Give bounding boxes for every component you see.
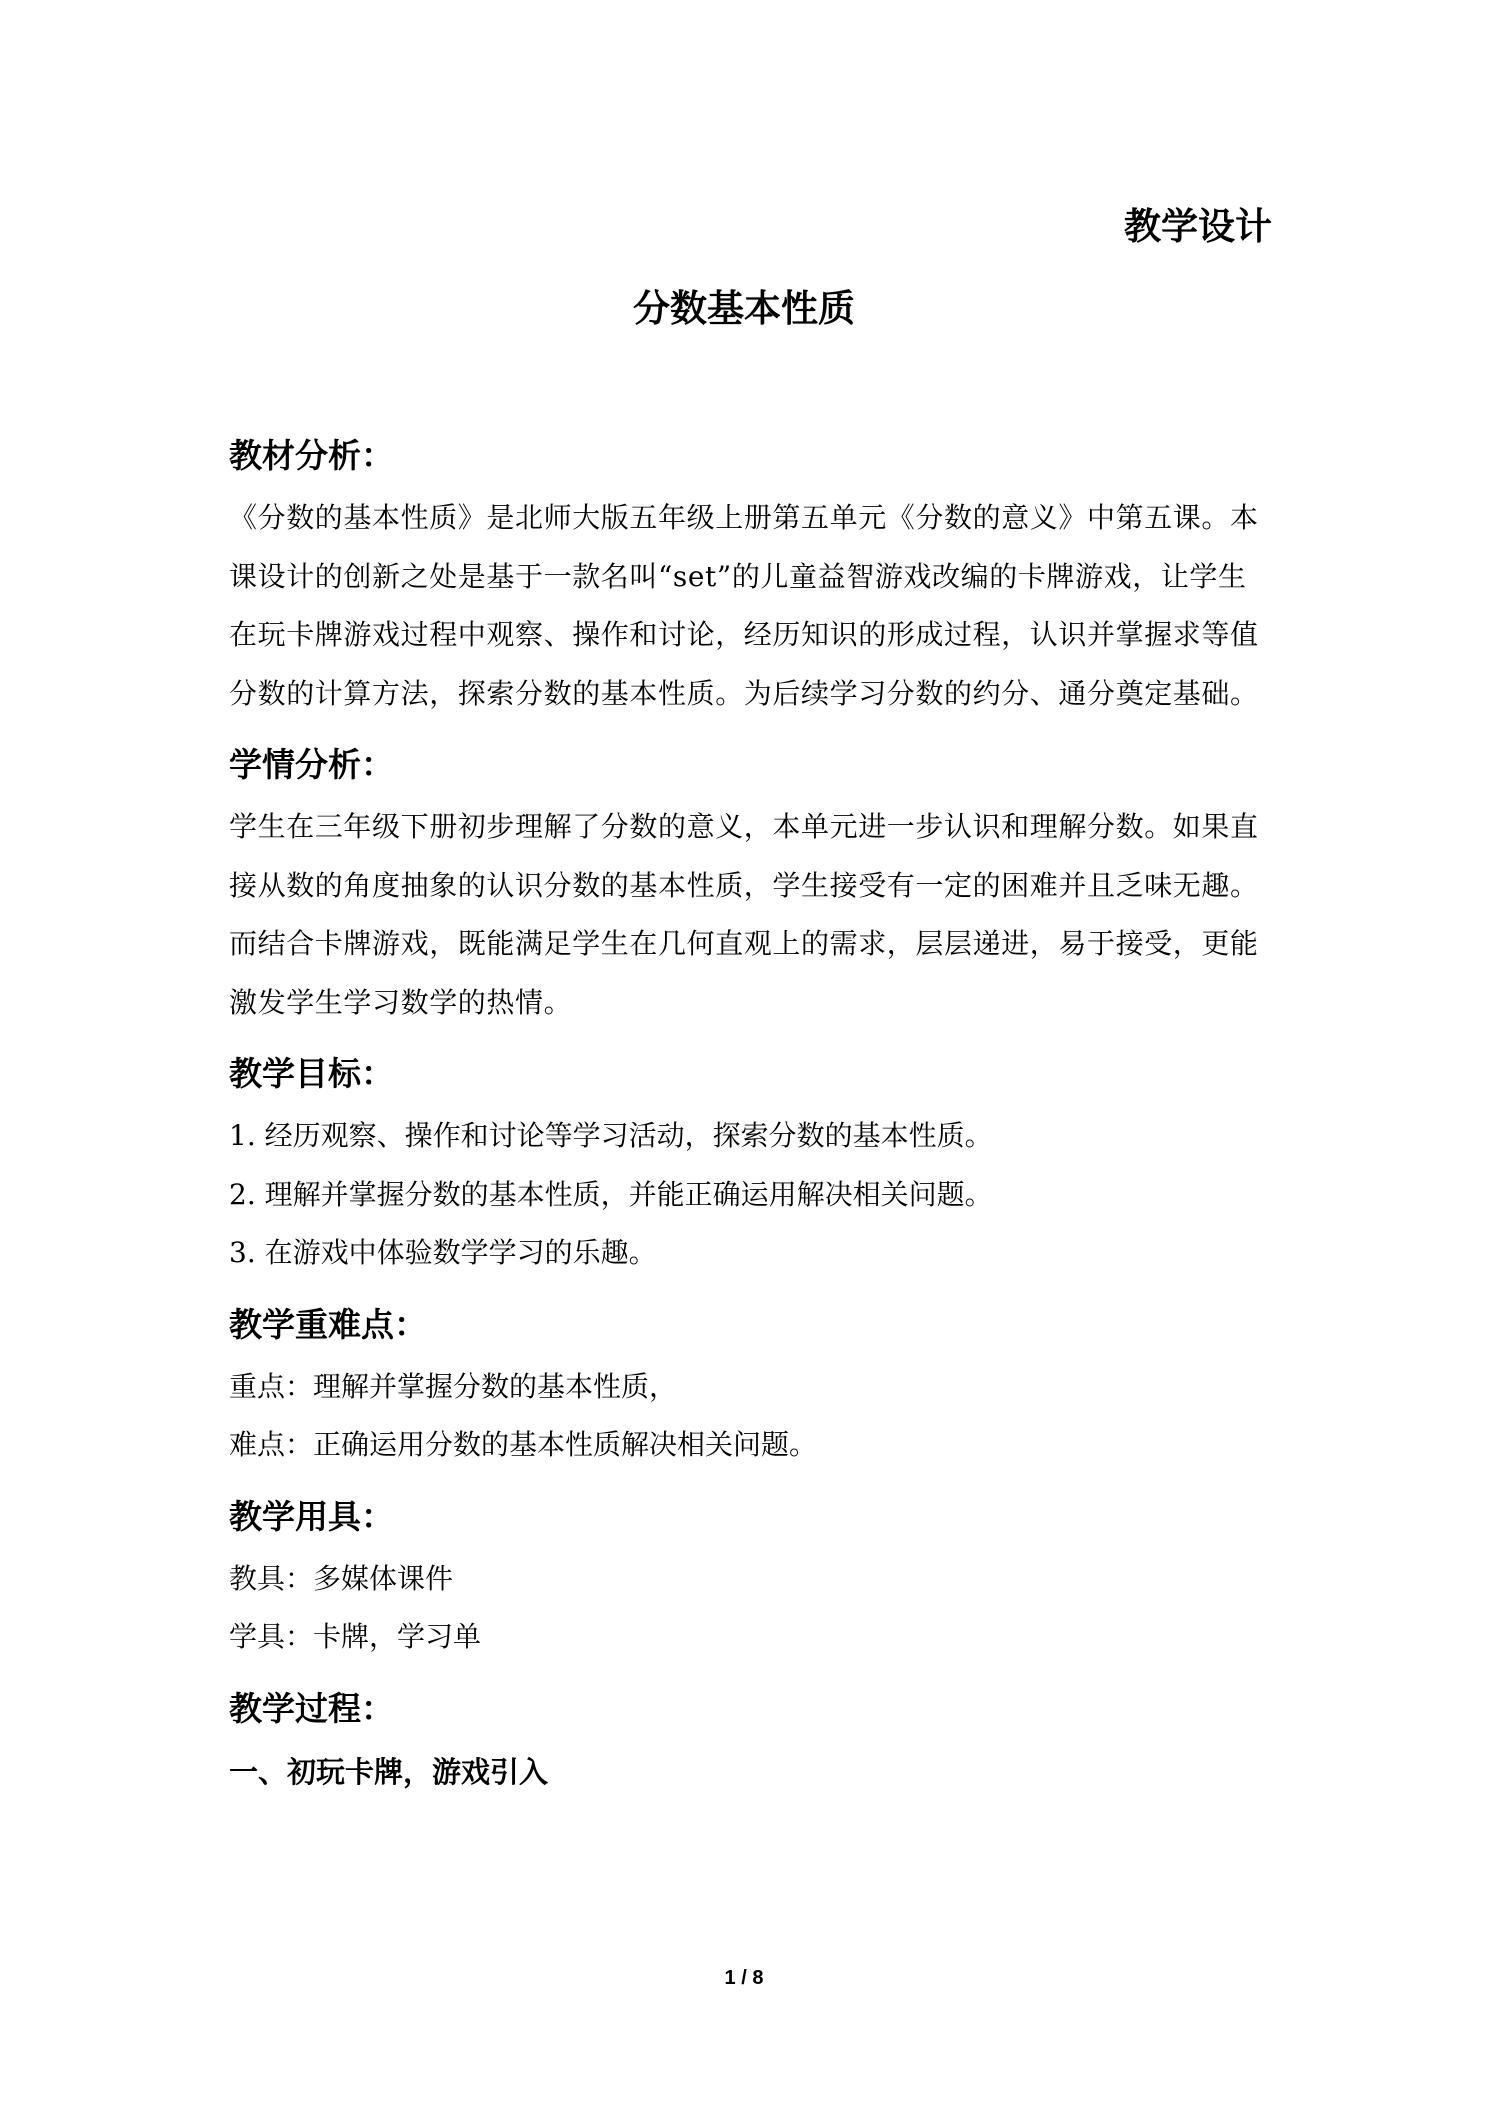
section-heading-materials: 教材分析：	[229, 436, 394, 475]
document-title: 分数基本性质	[633, 287, 855, 330]
goal-item-1: 1. 经历观察、操作和讨论等学习活动，探索分数的基本性质。	[229, 1119, 993, 1152]
section-heading-tools: 教学用具：	[229, 1496, 394, 1536]
document-type-label: 教学设计	[1124, 205, 1272, 248]
key-point: 重点：理解并掌握分数的基本性质，	[229, 1369, 678, 1403]
document-body	[229, 432, 1272, 1799]
goal-item-2: 2. 理解并掌握分数的基本性质，并能正确运用解决相关问题。	[229, 1177, 993, 1211]
teacher-tools: 教具：多媒体课件	[229, 1561, 454, 1595]
student-analysis-paragraph: 学生在三年级下册初步理解了分数的意义，本单元进一步认识和理解分数。如果直接从数的角度抽象的认识分数的基本性质，学生接受有一定的困难并且乏味无趣。而结合卡牌游戏，既能满足学生在几何直观上的需求，层层递进，易于接受，更能激发学生学习数学的热情。	[229, 810, 1259, 1019]
student-tools: 学具：卡牌，学习单	[229, 1620, 482, 1653]
section-heading-goals: 教学目标：	[229, 1054, 394, 1093]
difficult-point: 难点：正确运用分数的基本性质解决相关问题。	[229, 1428, 818, 1461]
section-heading-students: 学情分析：	[229, 745, 394, 784]
section-heading-process: 教学过程：	[229, 1688, 394, 1728]
goals-list	[229, 1107, 1272, 1283]
process-step-1: 一、初玩卡牌，游戏引入	[229, 1754, 549, 1789]
page-number: 1 / 8	[724, 1967, 764, 1989]
section-heading-keypoints: 教学重难点：	[229, 1304, 427, 1344]
materials-analysis-paragraph: 《分数的基本性质》是北师大版五年级上册第五单元《分数的意义》中第五课。本课设计的创新之处是基于一款名叫“set”的儿童益智游戏改编的卡牌游戏，让学生在玩卡牌游戏过程中观察、操作和讨论，经历知识的形成过程，认识并掌握求等值分数的计算方法，探索分数的基本性质。为后续学习分数的约分、通分奠定基础。	[229, 501, 1259, 710]
goal-item-3: 3. 在游戏中体验数学学习的乐趣。	[229, 1236, 657, 1269]
